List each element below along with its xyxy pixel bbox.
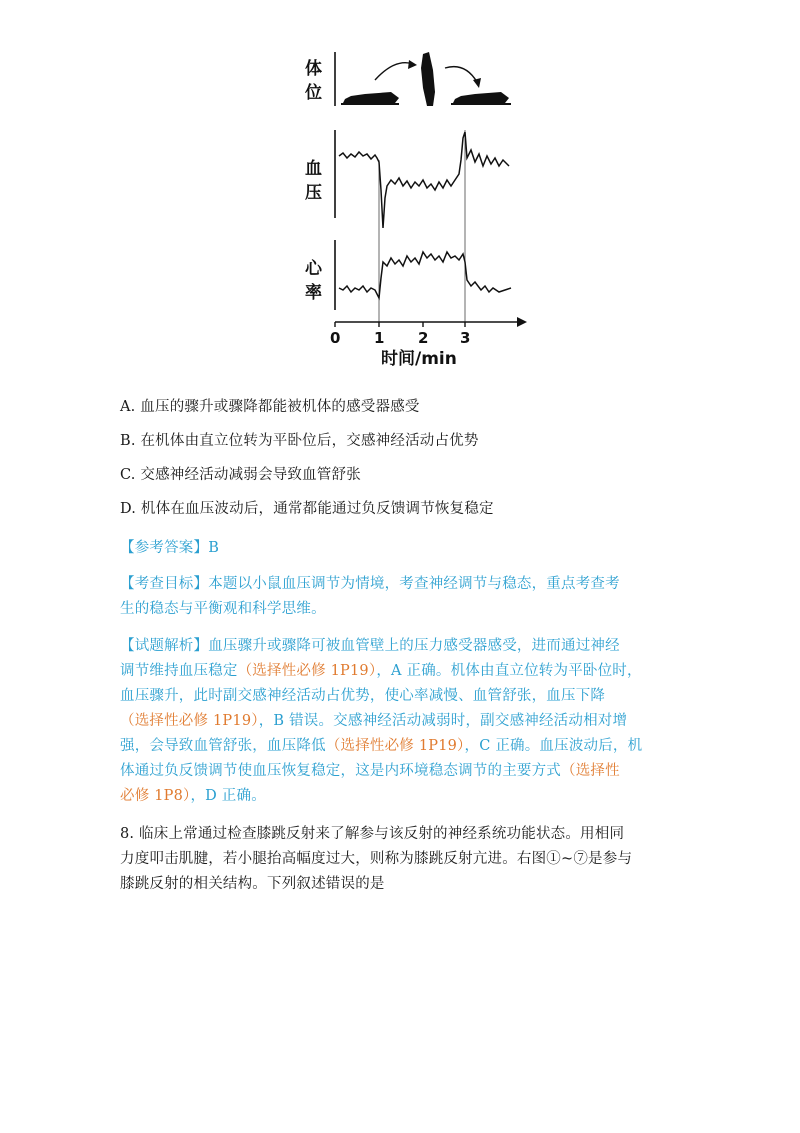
x-tick-3: 3 [460,329,471,347]
textbook-reference: （选择性 [561,763,620,779]
analysis-text: 体通过负反馈调节使血压恢复稳定，这是内环境稳态调节的主要方式 [120,763,561,779]
textbook-reference: （选择性必修 1P19） [120,713,259,729]
upright-posture-icon [421,52,435,106]
analysis-line-4 [120,709,627,730]
analysis-line-6 [120,759,620,780]
heart-rate-trace [339,252,511,298]
lying-posture-icon [451,92,511,104]
option-d: D. 机体在血压波动后，通常都能通过负反馈调节恢复稳定 [120,501,494,517]
question-8-line-2: 力度叩击肌腱，若小腿抬高幅度过大，则称为膝跳反射亢进。右图①~⑦是参与 [120,851,633,867]
posture-label-1: 体 [305,59,322,79]
textbook-reference: （选择性必修 1P19） [237,663,377,679]
x-tick-0: 0 [330,329,341,347]
x-tick-2: 2 [418,329,429,347]
question-8-line-1: 8. 临床上常通过检查膝跳反射来了解参与该反射的神经系统功能状态。用相同 [120,826,625,842]
x-tick-1: 1 [374,329,385,347]
analysis-line-1: 【试题解析】血压骤升或骤降可被血管壁上的压力感受器感受，进而通过神经 [120,638,620,654]
analysis-line-7 [120,784,266,805]
axis-arrowhead-icon [517,317,527,327]
analysis-line-5 [120,734,642,755]
option-a: A. 血压的骤升或骤降都能被机体的感受器感受 [120,399,420,415]
blood-pressure-trace [339,132,509,228]
hr-label-1: 心 [305,259,322,279]
analysis-text: ，A 正确。机体由直立位转为平卧位时， [376,663,642,679]
textbook-reference: 必修 1P8） [120,788,191,804]
arrowhead-icon [473,78,481,88]
analysis-text: ，B 错误。交感神经活动减弱时，副交感神经活动相对增 [258,713,628,729]
arrow-icon [375,63,413,80]
bp-label-2: 压 [305,183,322,203]
analysis-text: 调节维持血压稳定 [120,663,238,679]
objective-line-1: 【考查目标】本题以小鼠血压调节为情境，考查神经调节与稳态，重点考查考 [120,576,620,592]
bp-label-1: 血 [305,159,322,179]
arrowhead-icon [408,60,417,69]
textbook-reference: （选择性必修 1P19） [325,738,465,754]
option-b: B. 在机体由直立位转为平卧位后，交感神经活动占优势 [120,433,479,449]
blood-pressure-figure [295,40,535,370]
lying-posture-icon [341,92,399,104]
analysis-text: ，C 正确。血压波动后，机 [464,738,643,754]
analysis-line-2 [120,659,642,680]
hr-label-2: 率 [305,283,322,303]
objective-line-2: 生的稳态与平衡观和科学思维。 [120,601,326,617]
analysis-text: ，D 正确。 [190,788,266,804]
analysis-text: 强，会导致血管舒张，血压降低 [120,738,326,754]
figure-svg [295,40,535,370]
x-axis-label: 时间/min [381,349,457,369]
question-8-line-3: 膝跳反射的相关结构。下列叙述错误的是 [120,876,385,892]
option-c: C. 交感神经活动减弱会导致血管舒张 [120,467,361,483]
reference-answer: 【参考答案】B [120,540,220,556]
analysis-line-3: 血压骤升，此时副交感神经活动占优势，使心率减慢、血管舒张，血压下降 [120,688,606,704]
arrow-icon [445,67,477,82]
posture-label-2: 位 [305,83,322,103]
